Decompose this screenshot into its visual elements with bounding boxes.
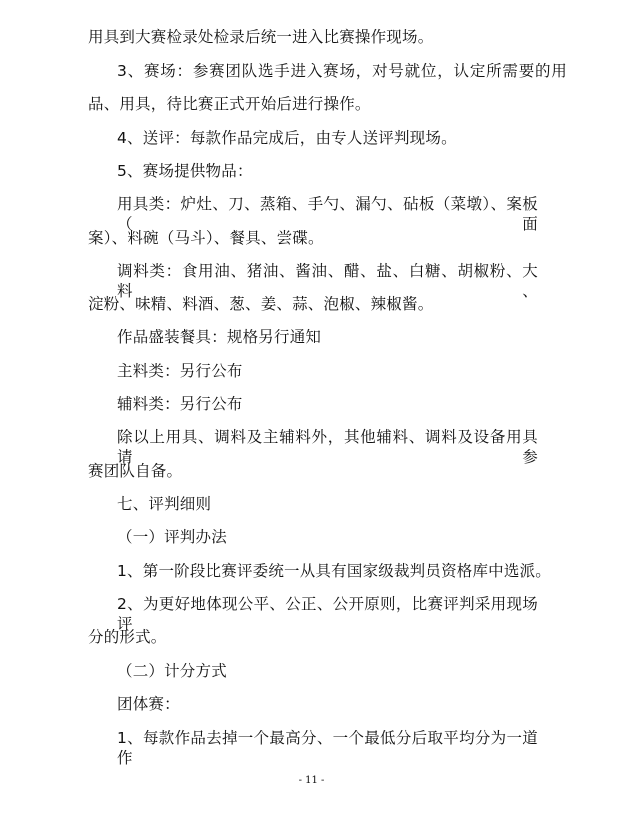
body-line: 作品盛装餐具：规格另行通知 (117, 328, 322, 346)
body-line: 淀粉、味精、料酒、葱、姜、蒜、泡椒、辣椒酱。 (88, 295, 434, 313)
body-line: 5、赛场提供物品： (117, 162, 253, 180)
body-line: 分的形式。 (88, 628, 167, 646)
body-line: 2、为更好地体现公平、公正、公开原则，比赛评判采用现场评 (117, 595, 538, 633)
body-line: 团体赛： (117, 695, 180, 713)
body-line: 品、用具，待比赛正式开始后进行操作。 (88, 95, 371, 113)
body-line: 用具到大赛检录处检录后统一进入比赛操作现场。 (88, 28, 434, 46)
body-line: 1、第一阶段比赛评委统一从具有国家级裁判员资格库中选派。 (117, 562, 551, 580)
page-number: - 11 - (298, 775, 325, 786)
subsection-heading: （二）计分方式 (117, 662, 227, 680)
body-line: 案）、料碗（马斗）、餐具、尝碟。 (88, 229, 324, 247)
subsection-heading: （一）评判办法 (117, 528, 227, 546)
body-line: 赛团队自备。 (88, 462, 183, 480)
body-line: 1、每款作品去掉一个最高分、一个最低分后取平均分为一道作 (117, 729, 538, 767)
body-line: 调料类：食用油、猪油、酱油、醋、盐、白糖、胡椒粉、大料、 (117, 262, 538, 300)
body-line: 辅料类：另行公布 (117, 395, 243, 413)
body-line: 主料类：另行公布 (117, 362, 243, 380)
body-line: 除以上用具、调料及主辅料外，其他辅料、调料及设备用具请参 (117, 428, 538, 466)
body-line: 用具类：炉灶、刀、蒸箱、手勺、漏勺、砧板（菜墩）、案板（面 (117, 195, 538, 233)
section-heading: 七、评判细则 (117, 495, 212, 513)
body-line: 4、送评：每款作品完成后，由专人送评判现场。 (117, 129, 457, 147)
body-line: 3、赛场：参赛团队选手进入赛场，对号就位，认定所需要的用 (117, 62, 567, 80)
